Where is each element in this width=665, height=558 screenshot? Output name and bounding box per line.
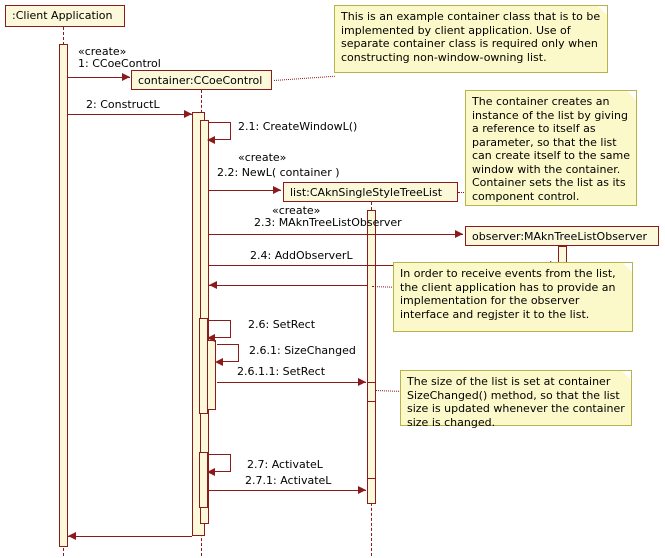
note-text-note1: This is an example container class that is to be implemented by client application. Use of separate container class is required only when constructing non-window-owning list. [341,10,601,64]
message-label-m24: 2.4: AddObserverL [250,249,353,262]
message-line-m25 [209,285,367,286]
arrow-mret [68,532,76,540]
note-corner-icon-note2 [627,91,636,100]
message-stereotype-m22: «create» [238,151,287,164]
lifeline-container[interactable] [131,70,272,90]
message-line-m2 [68,114,192,115]
activation-act-activate-2 [367,478,376,504]
note-note1 [334,5,608,73]
arrow-m1 [122,73,130,81]
note-corner-icon-note4 [622,371,631,380]
note-text-note3: In order to receive events from the list, the client application has to provide an implementation for the observer interface and regjster it to the list. [400,267,616,321]
arrow-m261 [215,358,223,366]
arrow-m271 [358,486,366,494]
message-stereotype-m23: «create» [272,204,321,217]
arrow-m22 [273,186,281,194]
message-label-m22: 2.2: NewL( container ) [217,166,340,179]
lifeline-observer[interactable] [465,226,659,246]
activation-list-act [367,210,376,502]
note-text-note4: The size of the list is set at container SizeChanged() method, so that the list size is updated whenever the container size is changed. [407,375,625,429]
message-line-m271 [209,490,366,491]
message-label-m26: 2.6: SetRect [248,318,316,331]
lifeline-list[interactable] [283,182,458,202]
message-line-m22 [209,190,281,191]
message-label-m27: 2.7: ActivateL [247,458,323,471]
message-label-m1: 1: CCoeControl [78,57,161,70]
arrow-m27 [207,468,215,476]
activation-list-nested-2 [207,340,216,410]
message-label-m2611: 2.6.1.1: SetRect [237,365,326,378]
note-corner-icon-note1 [598,6,607,15]
message-label-m2: 2: ConstructL [86,98,160,111]
arrow-m2 [184,110,192,118]
message-line-mret [68,536,192,537]
message-stereotype-m1: «create» [78,45,127,58]
activation-list-sub [367,382,376,402]
lifeline-label-container: container:CCoeControl [138,74,263,87]
arrow-m2611 [358,378,366,386]
note-note4 [400,370,632,429]
note-corner-icon-note3 [623,263,632,272]
message-label-m261: 2.6.1: SizeChanged [249,344,356,357]
lifeline-label-client: :Client Application [12,9,113,22]
note-link-note1 [274,76,335,81]
lifeline-client[interactable] [5,5,125,27]
message-label-m271: 2.7.1: ActivateL [245,474,332,487]
message-line-m23 [209,234,463,235]
activation-client-act [59,44,68,547]
message-label-m23: 2.3: MAknTreeListObserver [254,216,402,229]
arrow-m26 [207,334,215,342]
message-line-m2611 [217,382,366,383]
message-label-m21: 2.1: CreateWindowL() [238,120,358,133]
arrow-m25 [209,281,217,289]
lifeline-label-list: list:CAknSingleStyleTreeList [290,186,443,199]
activation-act-activate [199,452,208,508]
message-line-m1 [68,77,130,78]
arrow-m23 [455,230,463,238]
note-note2 [465,90,637,206]
lifeline-label-observer: observer:MAknTreeListObserver [472,230,648,243]
note-note3 [393,262,633,332]
note-text-note2: The container creates an instance of the list by giving a reference to itself as parameter, so that the list can create itself to the same window with the container. Container sets the list as its component control. [472,95,631,203]
arrow-m21 [207,136,215,144]
note-link-note4 [375,390,401,392]
